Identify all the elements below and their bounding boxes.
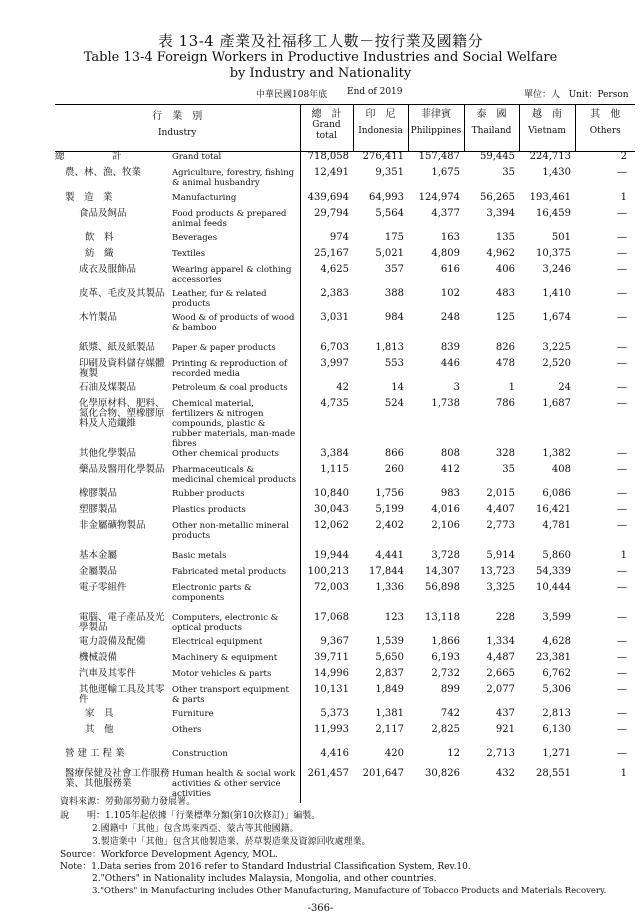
table-row: [55, 168, 635, 191]
page-number: -366-: [307, 903, 334, 914]
row-label-en: Textiles: [172, 249, 206, 259]
row-label-zh: 機械設備: [79, 652, 118, 663]
cell-value: 899: [440, 684, 460, 695]
row-label-en: Chemical material, fertilizers & nitrogen compounds, plastic & rubber materials, man-made fibres: [172, 399, 296, 449]
row-label-en: Manufacturing: [172, 193, 237, 203]
row-label-zh: 藥品及醫用化學製品: [79, 464, 165, 475]
footnote-note-zh-3: 3.製造業中「其他」包含其他製造業、菸草製造業及資源回收處理業。: [92, 837, 371, 847]
industry-header-en: Industry: [157, 128, 197, 138]
date-zh: 中華民國108年底: [256, 90, 328, 100]
cell-value: 5,564: [375, 208, 404, 219]
row-label-en: Furniture: [172, 709, 214, 719]
table-row: [55, 399, 635, 449]
cell-value: —: [617, 520, 627, 531]
cell-value: 2,837: [375, 668, 404, 679]
cell-value: 4,625: [300, 265, 353, 289]
cell-value: —: [617, 288, 627, 299]
cell-value: 432: [495, 768, 515, 779]
cell-value: 553: [384, 358, 404, 369]
cell-value: 1,866: [431, 636, 460, 647]
row-label-zh: 紙漿、紙及紙製品: [79, 342, 156, 353]
cell-value: 17,844: [369, 566, 404, 577]
cell-value: 616: [440, 264, 460, 275]
cell-value: 5,914: [486, 550, 515, 561]
cell-value: 35: [502, 167, 515, 178]
table-row: [55, 741, 635, 765]
table-row: [55, 489, 635, 505]
cell-value: 2,813: [542, 708, 571, 719]
footnote-note-zh-2: 2.國籍中「其他」包含馬來西亞、蒙古等其他國籍。: [92, 824, 299, 834]
cell-value: —: [617, 232, 627, 243]
row-label-zh: 塑膠製品: [79, 504, 118, 515]
footnote-note-en-1: Note：1.Data series from 2016 refer to Standard Industrial Classification System, Rev.10.: [60, 862, 471, 872]
table-row: [55, 709, 635, 725]
cell-value: 3,246: [542, 264, 571, 275]
cell-value: 1,738: [431, 398, 460, 409]
cell-value: —: [617, 398, 627, 409]
cell-value: —: [617, 448, 627, 459]
unit-label: 單位：人 Unit：Person: [524, 90, 629, 100]
cell-value: 3,997: [300, 359, 353, 383]
cell-value: 24: [558, 382, 571, 393]
cell-value: 2,773: [486, 520, 515, 531]
table-row: [55, 505, 635, 521]
cell-value: 357: [384, 264, 404, 275]
cell-value: 2,106: [431, 520, 460, 531]
cell-value: 786: [495, 398, 515, 409]
footnote-note-zh-1: 說 明：1.105年起依據「行業標準分類(第10次修訂)」編製。: [60, 811, 321, 821]
cell-value: 30,826: [425, 768, 460, 779]
cell-value: 3,225: [542, 342, 571, 353]
row-label-en: Computers, electronic & optical products: [172, 613, 279, 633]
cell-value: —: [617, 312, 627, 323]
cell-value: 3,728: [431, 550, 460, 561]
cell-value: —: [617, 652, 627, 663]
col-header-philippines: 菲律賓 Philippines: [408, 105, 464, 152]
cell-value: 12,491: [300, 168, 353, 191]
row-label-en: Wearing apparel & clothing accessories: [172, 265, 292, 285]
cell-value: 406: [495, 264, 515, 275]
cell-value: 1,687: [542, 398, 571, 409]
cell-value: 261,457: [300, 765, 353, 803]
cell-value: 16,459: [536, 208, 571, 219]
cell-value: 3,384: [300, 449, 353, 465]
cell-value: 10,131: [300, 685, 353, 709]
cell-value: —: [617, 342, 627, 353]
row-label-zh: 電子零組件: [79, 582, 127, 593]
row-label-en: Wood & of products of wood & bamboo: [172, 313, 295, 333]
cell-value: 17,068: [300, 607, 353, 637]
cell-value: —: [617, 488, 627, 499]
cell-value: 9,351: [375, 167, 404, 178]
table-row: [55, 383, 635, 399]
cell-value: —: [617, 504, 627, 515]
table-row: [55, 545, 635, 567]
row-label-zh: 其他運輸工具及其零件: [79, 684, 165, 705]
row-label-en: Other non-metallic mineral products: [172, 521, 289, 541]
industry-header-zh: 行 業 別: [152, 111, 203, 122]
row-label-zh: 皮革、毛皮及其製品: [79, 288, 165, 299]
cell-value: 125: [495, 312, 515, 323]
cell-value: 5,373: [300, 709, 353, 725]
cell-value: 446: [440, 358, 460, 369]
cell-value: 866: [384, 448, 404, 459]
cell-value: 3,599: [542, 612, 571, 623]
cell-value: 6,762: [542, 668, 571, 679]
row-label-zh: 木竹製品: [79, 312, 118, 323]
row-label-en: Machinery & equipment: [172, 653, 278, 663]
cell-value: 123: [384, 612, 404, 623]
cell-value: 437: [495, 708, 515, 719]
cell-value: 6,703: [300, 337, 353, 359]
cell-value: 388: [384, 288, 404, 299]
col-header-thailand: 泰 國 Thailand: [464, 105, 519, 152]
cell-value: 4,416: [300, 741, 353, 765]
cell-value: 1: [508, 382, 515, 393]
cell-value: 54,339: [536, 566, 571, 577]
cell-value: 412: [440, 464, 460, 475]
cell-value: 14,996: [300, 669, 353, 685]
header-row: [55, 105, 635, 152]
cell-value: 1,813: [375, 342, 404, 353]
cell-value: 808: [440, 448, 460, 459]
cell-value: 826: [495, 342, 515, 353]
col-header-indonesia: 印 尼 Indonesia: [353, 105, 408, 152]
cell-value: 2,713: [486, 748, 515, 759]
cell-value: 25,167: [300, 249, 353, 265]
row-label-zh: 其他化學製品: [79, 448, 137, 459]
row-label-en: Grand total: [172, 152, 222, 162]
cell-value: 4,628: [542, 636, 571, 647]
date-en: End of 2019: [347, 87, 403, 97]
cell-value: 135: [495, 232, 515, 243]
row-label-en: Motor vehicles & parts: [172, 669, 272, 679]
cell-value: 72,003: [300, 583, 353, 607]
cell-value: 14: [391, 382, 404, 393]
cell-value: 228: [495, 612, 515, 623]
row-label-zh: 印刷及資料儲存媒體複製: [79, 358, 165, 379]
table-row: [55, 653, 635, 669]
cell-value: 1,336: [375, 582, 404, 593]
cell-value: —: [617, 748, 627, 759]
table-row: [55, 249, 635, 265]
table-row: [55, 607, 635, 637]
row-label-zh: 紡 織: [85, 248, 114, 259]
cell-value: 4,809: [431, 248, 460, 259]
cell-value: 4,407: [486, 504, 515, 515]
cell-value: 1,410: [542, 288, 571, 299]
cell-value: —: [617, 612, 627, 623]
cell-value: 163: [440, 232, 460, 243]
cell-value: 260: [384, 464, 404, 475]
table-row: [55, 521, 635, 545]
row-label-en: Electrical equipment: [172, 637, 263, 647]
cell-value: 2,732: [431, 668, 460, 679]
cell-value: 224,713: [529, 151, 571, 162]
cell-value: 5,860: [542, 550, 571, 561]
cell-value: 28,551: [536, 768, 571, 779]
cell-value: 5,306: [542, 684, 571, 695]
row-label-zh: 電力設備及配備: [79, 636, 146, 647]
cell-value: 5,650: [375, 652, 404, 663]
cell-value: 1,271: [542, 748, 571, 759]
cell-value: 64,993: [369, 192, 404, 203]
data-table: [55, 104, 635, 803]
cell-value: 102: [440, 288, 460, 299]
cell-value: 248: [440, 312, 460, 323]
cell-value: —: [617, 358, 627, 369]
cell-value: 3,394: [486, 208, 515, 219]
cell-value: 742: [440, 708, 460, 719]
row-label-en: Construction: [172, 749, 228, 759]
cell-value: 5,021: [375, 248, 404, 259]
cell-value: 29,794: [300, 209, 353, 233]
table-row: [55, 567, 635, 583]
cell-value: 1,849: [375, 684, 404, 695]
row-label-en: Other transport equipment & parts: [172, 685, 289, 705]
cell-value: 1,381: [375, 708, 404, 719]
table-row: [55, 313, 635, 337]
table-row: [55, 152, 635, 169]
row-label-en: Other chemical products: [172, 449, 280, 459]
table-row: [55, 583, 635, 607]
cell-value: 2,077: [486, 684, 515, 695]
table-row: [55, 289, 635, 313]
cell-value: 1,756: [375, 488, 404, 499]
cell-value: 10,840: [300, 489, 353, 505]
cell-value: 19,944: [300, 545, 353, 567]
cell-value: 30,043: [300, 505, 353, 521]
cell-value: 2,825: [431, 724, 460, 735]
cell-value: 2,117: [375, 724, 404, 735]
row-label-en: Basic metals: [172, 551, 227, 561]
row-label-en: Plastics products: [172, 505, 246, 515]
table-row: [55, 637, 635, 653]
cell-value: 10,375: [536, 248, 571, 259]
cell-value: 56,898: [425, 582, 460, 593]
row-label-en: Paper & paper products: [172, 343, 276, 353]
cell-value: 13,723: [480, 566, 515, 577]
footnote-note-en-3: 3."Others" in Manufacturing includes Other Manufacturing, Manufacture of Tobacco Products and Materials Recovery.: [92, 886, 607, 896]
cell-value: —: [617, 684, 627, 695]
row-label-zh: 石油及煤製品: [79, 382, 137, 393]
cell-value: 23,381: [536, 652, 571, 663]
row-label-zh: 總 計: [55, 151, 122, 162]
cell-value: —: [617, 668, 627, 679]
table-title-en-line2: by Industry and Nationality: [229, 66, 412, 81]
cell-value: 35: [502, 464, 515, 475]
table-row: [55, 685, 635, 709]
cell-value: —: [617, 167, 627, 178]
cell-value: 1: [620, 550, 627, 561]
cell-value: —: [617, 724, 627, 735]
row-label-en: Food products & prepared animal feeds: [172, 209, 287, 229]
cell-value: 3,325: [486, 582, 515, 593]
cell-value: —: [617, 566, 627, 577]
row-label-en: Pharmaceuticals & medicinal chemical products: [172, 465, 297, 485]
cell-value: 2,665: [486, 668, 515, 679]
row-label-en: Agriculture, forestry, fishing & animal husbandry: [172, 168, 295, 188]
row-label-zh: 食品及飼品: [79, 208, 127, 219]
cell-value: 13,118: [425, 612, 460, 623]
cell-value: 984: [384, 312, 404, 323]
cell-value: —: [617, 582, 627, 593]
footnote-source-zh: 資料來源：勞動部勞動力發展署。: [60, 797, 196, 807]
table-row: [55, 233, 635, 249]
cell-value: 276,411: [362, 151, 404, 162]
cell-value: 42: [300, 383, 353, 399]
cell-value: —: [617, 636, 627, 647]
cell-value: —: [617, 264, 627, 275]
table-row: [55, 449, 635, 465]
col-header-total: 總 計 Grand total: [300, 105, 353, 152]
cell-value: 10,444: [536, 582, 571, 593]
table-row: [55, 191, 635, 209]
row-label-zh: 基本金屬: [79, 550, 118, 561]
row-label-zh: 成衣及服飾品: [79, 264, 137, 275]
cell-value: 12,062: [300, 521, 353, 545]
table-row: [55, 265, 635, 289]
cell-value: 839: [440, 342, 460, 353]
cell-value: 2,383: [300, 289, 353, 313]
row-label-en: Printing & reproduction of recorded media: [172, 359, 288, 379]
row-label-zh: 化學原材料、肥料、氮化合物、塑橡膠原料及人造纖維: [79, 398, 165, 429]
cell-value: 6,086: [542, 488, 571, 499]
cell-value: 4,735: [300, 399, 353, 449]
cell-value: 4,016: [431, 504, 460, 515]
cell-value: —: [617, 708, 627, 719]
cell-value: 4,487: [486, 652, 515, 663]
row-label-zh: 電腦、電子產品及光學製品: [79, 612, 165, 633]
cell-value: 2,015: [486, 488, 515, 499]
cell-value: 1,675: [431, 167, 460, 178]
table-row: [55, 669, 635, 685]
cell-value: 4,441: [375, 550, 404, 561]
col-header-vietnam: 越 南 Vietnam: [519, 105, 575, 152]
row-label-zh: 非金屬礦物製品: [79, 520, 146, 531]
cell-value: 478: [495, 358, 515, 369]
cell-value: 974: [300, 233, 353, 249]
cell-value: 1,430: [542, 167, 571, 178]
cell-value: 6,193: [431, 652, 460, 663]
cell-value: 16,421: [536, 504, 571, 515]
table-row: [55, 359, 635, 383]
cell-value: 921: [495, 724, 515, 735]
row-label-en: Human health & social work activities & other service activities: [172, 769, 296, 799]
row-label-en: Rubber products: [172, 489, 245, 499]
cell-value: —: [617, 208, 627, 219]
cell-value: 9,367: [300, 637, 353, 653]
cell-value: 12: [447, 748, 460, 759]
cell-value: —: [617, 248, 627, 259]
cell-value: 11,993: [300, 725, 353, 741]
cell-value: 501: [551, 232, 571, 243]
row-label-zh: 農、林、漁、牧業: [65, 167, 142, 178]
row-label-en: Petroleum & coal products: [172, 383, 288, 393]
row-label-en: Fabricated metal products: [172, 567, 287, 577]
cell-value: 2,402: [375, 520, 404, 531]
row-label-zh: 汽車及其零件: [79, 668, 137, 679]
row-label-zh: 營 建 工 程 業: [65, 748, 125, 759]
row-label-zh: 醫療保健及社會工作服務業、其他服務業: [65, 768, 170, 789]
cell-value: 983: [440, 488, 460, 499]
table-body: [55, 152, 635, 804]
row-label-en: Beverages: [172, 233, 218, 243]
row-label-zh: 金屬製品: [79, 566, 118, 577]
cell-value: 4,377: [431, 208, 460, 219]
row-label-zh: 橡膠製品: [79, 488, 118, 499]
row-label-zh: 飲 料: [85, 232, 114, 243]
cell-value: 483: [495, 288, 515, 299]
industry-header: [55, 105, 300, 152]
cell-value: 100,213: [300, 567, 353, 583]
row-label-en: Electronic parts & components: [172, 583, 252, 603]
cell-value: 1: [620, 768, 627, 779]
cell-value: 56,265: [480, 192, 515, 203]
cell-value: 3: [453, 382, 460, 393]
cell-value: 1,674: [542, 312, 571, 323]
cell-value: 14,307: [425, 566, 460, 577]
cell-value: 6,130: [542, 724, 571, 735]
cell-value: 175: [384, 232, 404, 243]
cell-value: 201,647: [362, 768, 404, 779]
cell-value: 4,781: [542, 520, 571, 531]
cell-value: 1,382: [542, 448, 571, 459]
table-row: [55, 209, 635, 233]
cell-value: 5,199: [375, 504, 404, 515]
table-title-zh: 表 13-4 產業及社福移工人數－按行業及國籍分: [157, 32, 484, 50]
cell-value: —: [617, 464, 627, 475]
table-row: [55, 337, 635, 359]
cell-value: 1: [620, 192, 627, 203]
cell-value: 59,445: [480, 151, 515, 162]
cell-value: —: [617, 382, 627, 393]
cell-value: 1,115: [300, 465, 353, 489]
row-label-en: Others: [172, 725, 202, 735]
cell-value: 328: [495, 448, 515, 459]
row-label-zh: 其 他: [85, 724, 114, 735]
cell-value: 193,461: [529, 192, 571, 203]
cell-value: 2: [620, 151, 627, 162]
footnote-source-en: Source：Workforce Development Agency, MOL.: [60, 850, 278, 860]
cell-value: 439,694: [300, 191, 353, 209]
footnote-note-en-2: 2."Others" in Nationality includes Malaysia, Mongolia, and other countries.: [92, 874, 437, 884]
row-label-zh: 製 造 業: [65, 192, 113, 203]
cell-value: 4,962: [486, 248, 515, 259]
cell-value: 3,031: [300, 313, 353, 337]
table-row: [55, 725, 635, 741]
cell-value: 1,539: [375, 636, 404, 647]
cell-value: 1,334: [486, 636, 515, 647]
table-title-en-line1: Table 13-4 Foreign Workers in Productive Industries and Social Welfare: [83, 50, 558, 65]
cell-value: 2,520: [542, 358, 571, 369]
cell-value: 157,487: [418, 151, 460, 162]
cell-value: 420: [384, 748, 404, 759]
cell-value: 39,711: [300, 653, 353, 669]
table-row: [55, 465, 635, 489]
cell-value: 124,974: [418, 192, 460, 203]
cell-value: 718,058: [300, 152, 353, 169]
cell-value: 408: [551, 464, 571, 475]
cell-value: 524: [384, 398, 404, 409]
col-header-others: 其 他 Others: [575, 105, 635, 152]
row-label-zh: 家 具: [85, 708, 114, 719]
row-label-en: Leather, fur & related products: [172, 289, 267, 309]
